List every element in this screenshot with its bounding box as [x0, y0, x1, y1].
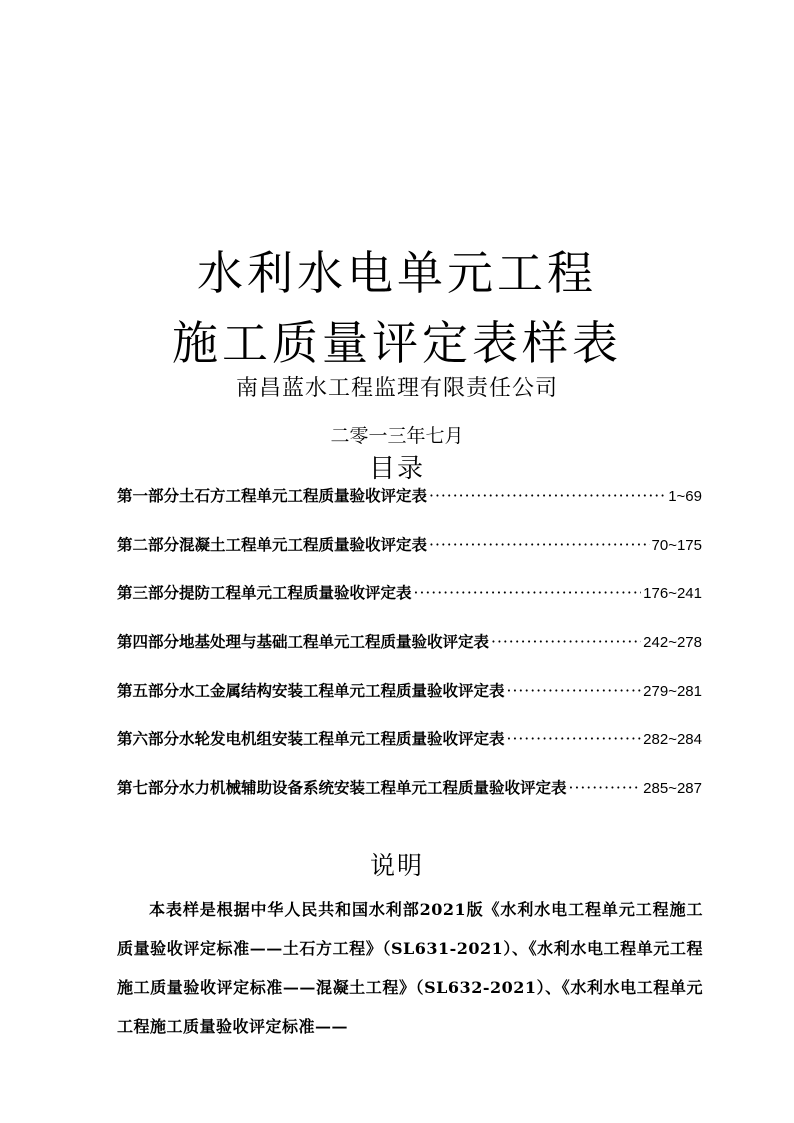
toc-item-label: 第三部分提防工程单元工程质量验收评定表	[117, 583, 412, 603]
toc-dot-leader	[491, 633, 641, 651]
note-heading: 说明	[369, 851, 424, 880]
toc-item	[117, 776, 702, 825]
toc-item	[117, 533, 702, 582]
toc-item-label: 第四部分地基处理与基础工程单元工程质量验收评定表	[117, 632, 490, 652]
table-of-contents	[117, 484, 702, 825]
toc-item-pages: 279~281	[643, 682, 702, 700]
toc-item-label: 第二部分混凝土工程单元工程质量验收评定表	[117, 534, 428, 554]
toc-dot-leader	[414, 584, 642, 602]
toc-dot-leader	[429, 536, 650, 554]
toc-heading: 目录	[368, 454, 425, 484]
toc-item-label: 第五部分水工金属结构安装工程单元工程质量验收评定表	[117, 680, 505, 700]
toc-item-pages: 242~278	[643, 634, 702, 652]
toc-item-label: 第一部分土石方工程单元工程质量验收评定表	[117, 486, 428, 505]
toc-item-pages: 285~287	[643, 780, 702, 798]
document-title-line-2: 施工质量评定表样表	[172, 316, 622, 370]
toc-item-pages: 176~241	[643, 585, 702, 603]
toc-dot-leader	[507, 682, 642, 700]
toc-item	[117, 630, 702, 679]
toc-item-pages: 282~284	[643, 731, 702, 749]
toc-dot-leader	[569, 779, 642, 797]
company-name: 南昌蓝水工程监理有限责任公司	[235, 376, 558, 401]
toc-item-label: 第七部分水力机械辅助设备系统安装工程单元工程质量验收评定表	[117, 778, 567, 798]
toc-item-pages: 70~175	[651, 536, 702, 554]
document-title-line-1: 水利水电单元工程	[197, 246, 597, 300]
toc-item	[117, 484, 702, 533]
toc-dot-leader	[507, 730, 642, 748]
toc-item	[117, 727, 702, 776]
note-paragraph: 本表样是根据中华人民共和国水利部2021版《水利水电工程单元工程施工质量验收评定标准——土石方工程》（SL631-2021）、《水利水电工程单元工程施工质量验收评定标准——混凝土工程》（SL632-2021）、《水利水电工程单元工程施工质量验收评定标准——	[117, 900, 703, 1036]
toc-dot-leader	[429, 487, 666, 505]
toc-item-pages: 1~69	[668, 488, 702, 505]
toc-item	[117, 581, 702, 630]
document-date: 二零一三年七月	[330, 425, 464, 447]
toc-item	[117, 679, 702, 728]
toc-item-label: 第六部分水轮发电机组安装工程单元工程质量验收评定表	[117, 729, 505, 749]
